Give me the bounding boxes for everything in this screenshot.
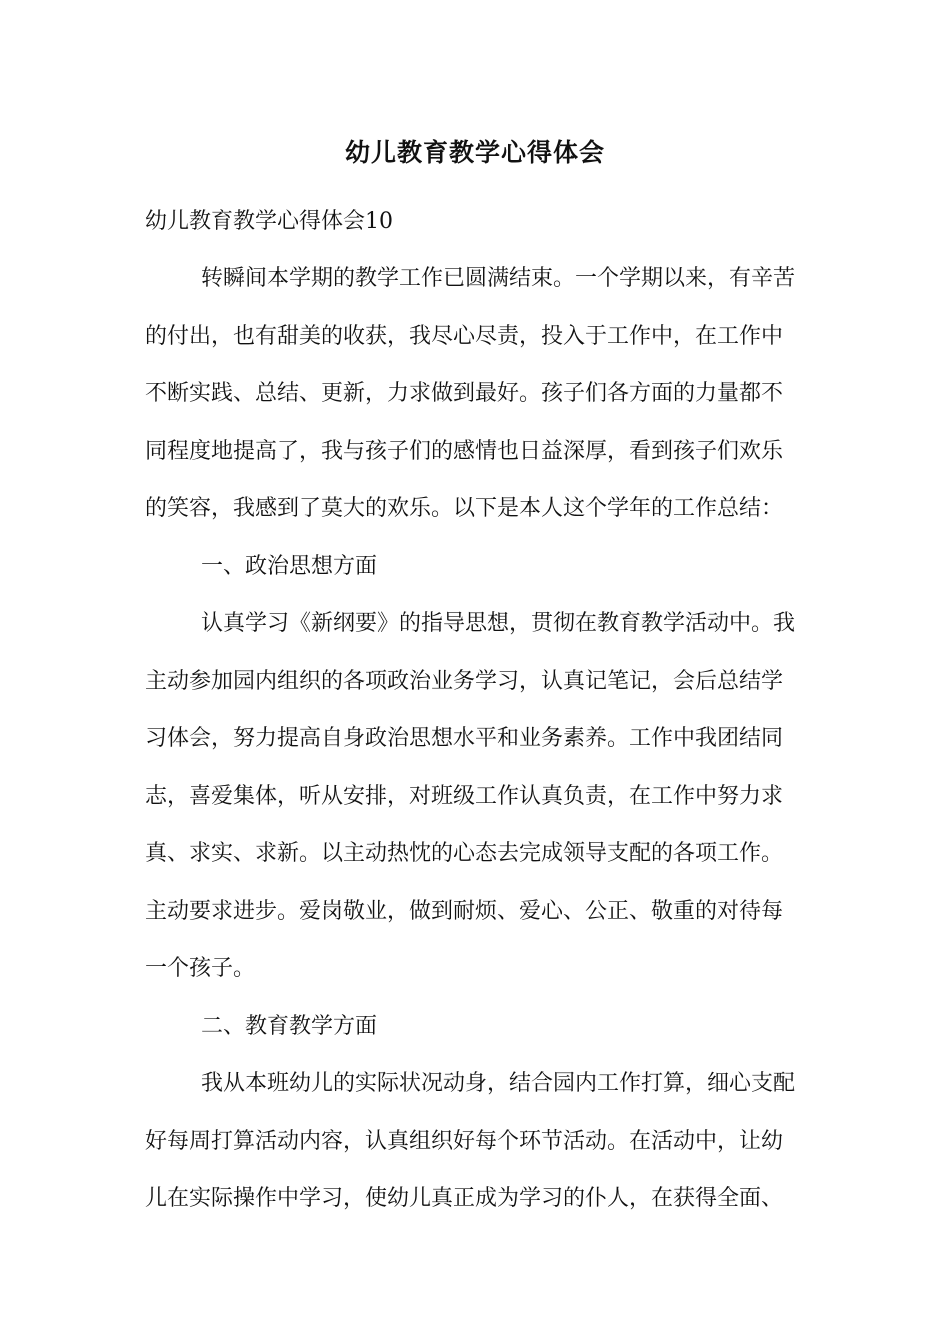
body-line: 认真学习《新纲要》的指导思想，贯彻在教育教学活动中。我 <box>201 611 796 636</box>
body-line: 儿在实际操作中学习，使幼儿真正成为学习的仆人，在获得全面、 <box>145 1186 784 1211</box>
document-body <box>145 259 810 1237</box>
body-line: 的笑容，我感到了莫大的欢乐。以下是本人这个学年的工作总结： <box>145 496 784 521</box>
document-title: 幼儿教育教学心得体会 <box>344 138 605 167</box>
body-line: 我从本班幼儿的实际状况动身，结合园内工作打算，细心支配 <box>201 1071 796 1096</box>
body-line: 好每周打算活动内容，认真组织好每个环节活动。在活动中，让幼 <box>145 1128 784 1154</box>
body-line: 一个孩子。 <box>145 956 256 981</box>
section-heading: 一、政治思想方面 <box>201 553 378 579</box>
section-heading: 二、教育教学方面 <box>201 1013 378 1039</box>
body-line: 同程度地提高了，我与孩子们的感情也日益深厚，看到孩子们欢乐 <box>145 438 784 464</box>
document-subtitle: 幼儿教育教学心得体会10 <box>145 209 393 234</box>
body-line: 的付出，也有甜美的收获，我尽心尽责，投入于工作中，在工作中 <box>145 323 784 349</box>
body-line: 主动要求进步。爱岗敬业，做到耐烦、爱心、公正、敬重的对待每 <box>145 898 784 924</box>
body-line: 主动参加园内组织的各项政治业务学习，认真记笔记，会后总结学 <box>145 668 784 694</box>
body-line: 转瞬间本学期的教学工作已圆满结束。一个学期以来，有辛苦 <box>201 266 796 291</box>
body-line: 志，喜爱集体，听从安排，对班级工作认真负责，在工作中努力求 <box>145 783 784 809</box>
body-line: 不断实践、总结、更新，力求做到最好。孩子们各方面的力量都不 <box>145 381 784 406</box>
body-line: 习体会，努力提高自身政治思想水平和业务素养。工作中我团结同 <box>145 726 784 751</box>
body-line: 真、求实、求新。以主动热忱的心态去完成领导支配的各项工作。 <box>145 841 784 866</box>
